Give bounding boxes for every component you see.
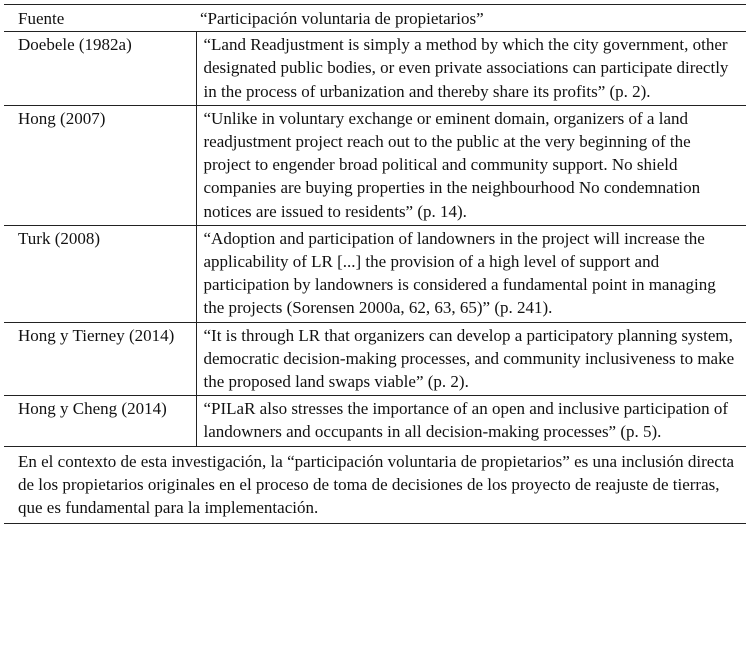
row-source: Hong y Cheng (2014) [18, 399, 167, 419]
row-quote: “Adoption and participation of landowners in the project will increase the applicability of LR [...] the provision of a high level of support and participation by landowners is considered a fundamental point in managing the projects (Sorensen 2000a, 62, 63, 65)” (p. 241). [196, 225, 746, 322]
table-row [4, 105, 746, 225]
header-quote: “Participación voluntaria de propietarios” [200, 9, 484, 28]
row-quote: “Unlike in voluntary exchange or eminent domain, organizers of a land readjustment project reach out to the public at the very beginning of the project to engender broad political and community support. No shield companies are buying properties in the neighbourhood No condemnation notices are issued to residents” (p. 14). [196, 105, 746, 225]
row-quote: “Land Readjustment is simply a method by which the city government, other designated public bodies, or even private associations can participate directly in the process of urbanization and thereby share its profits” (p. 2). [196, 32, 746, 106]
table-header-row [4, 5, 746, 32]
summary-row [4, 446, 746, 524]
row-source: Doebele (1982a) [18, 35, 132, 55]
summary-text: En el contexto de esta investigación, la “participación voluntaria de propietarios” es una inclusión directa de los propietarios originales en el proceso de toma de decisiones de los proyecto de reajuste de tierras, que es fundamental para la implementación. [4, 446, 746, 524]
row-source: Turk (2008) [18, 228, 101, 248]
table-row [4, 396, 746, 446]
definitions-table [4, 4, 746, 524]
row-source: Hong (2007) [18, 108, 106, 128]
header-source: Fuente [18, 9, 65, 28]
row-quote: “It is through LR that organizers can develop a participatory planning system, democratic decision-making processes, and community inclusiveness to make the proposed land swaps viable” (p. 2). [196, 322, 746, 396]
row-quote: “PILaR also stresses the importance of an open and inclusive participation of landowners and occupants in all decision-making processes” (p. 5). [196, 396, 746, 446]
row-source: Hong y Tierney (2014) [18, 325, 175, 345]
table-row [4, 32, 746, 106]
table-row [4, 225, 746, 322]
table-row [4, 322, 746, 396]
